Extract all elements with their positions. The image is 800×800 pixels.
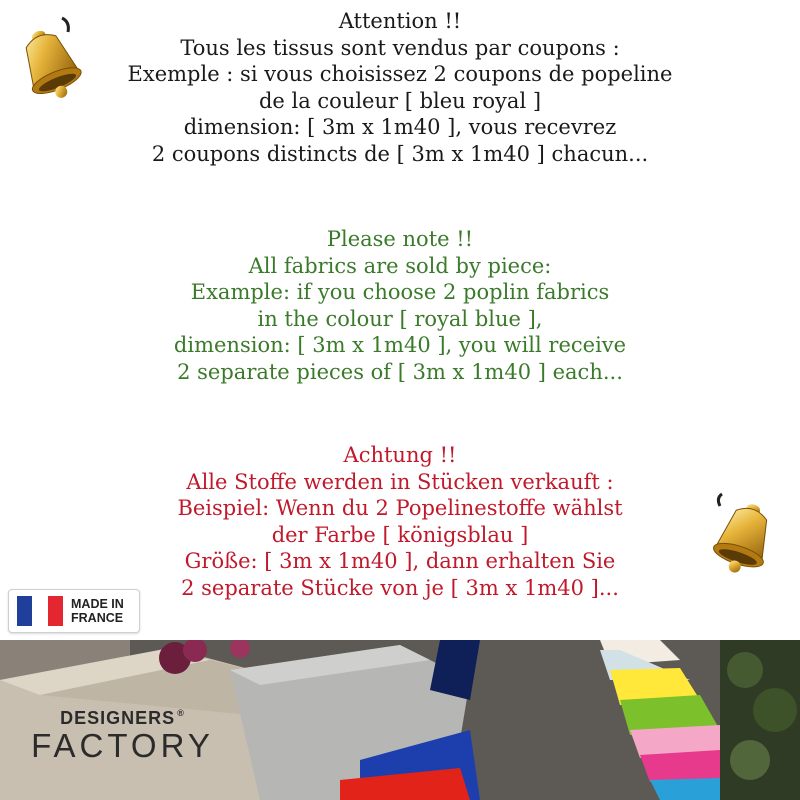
german-line: Größe: [ 3m x 1m40 ], dann erhalten Sie xyxy=(184,549,616,573)
english-notice xyxy=(0,226,800,385)
english-line: in the colour [ royal blue ], xyxy=(257,306,543,331)
english-line: All fabrics are sold by piece: xyxy=(248,253,552,278)
french-notice xyxy=(0,8,800,167)
logo-line-1: DESIGNERS xyxy=(60,708,176,728)
france-flag-icon xyxy=(17,596,63,626)
french-line: 2 coupons distincts de [ 3m x 1m40 ] chacun... xyxy=(151,141,649,166)
german-title: Achtung !! xyxy=(343,443,457,467)
german-line: 2 separate Stücke von je [ 3m x 1m40 ]... xyxy=(181,575,619,600)
english-title: Please note !! xyxy=(326,227,474,251)
german-line: der Farbe [ königsblau ] xyxy=(271,522,529,547)
english-line: dimension: [ 3m x 1m40 ], you will receive xyxy=(173,333,627,357)
french-line: Exemple : si vous choisissez 2 coupons de popeline xyxy=(127,62,673,86)
english-line: Example: if you choose 2 poplin fabrics xyxy=(190,280,610,304)
english-line: 2 separate pieces of [ 3m x 1m40 ] each... xyxy=(177,359,623,384)
german-line: Alle Stoffe werden in Stücken verkauft : xyxy=(186,469,614,494)
french-line: de la couleur [ bleu royal ] xyxy=(258,88,542,113)
registered-mark: ® xyxy=(177,708,185,718)
german-line: Beispiel: Wenn du 2 Popelinestoffe wählst xyxy=(177,496,623,520)
bell-icon xyxy=(704,488,784,584)
french-line: Tous les tissus sont vendus par coupons : xyxy=(180,35,620,60)
badge-line-2: FRANCE xyxy=(71,611,124,625)
badge-line-1: MADE IN xyxy=(71,597,124,611)
french-line: dimension: [ 3m x 1m40 ], vous recevrez xyxy=(183,115,617,139)
french-title: Attention !! xyxy=(338,9,462,33)
designers-factory-logo xyxy=(30,708,215,765)
made-in-france-badge xyxy=(8,589,140,633)
logo-line-2: FACTORY xyxy=(31,727,214,764)
bell-icon xyxy=(10,14,90,110)
german-notice xyxy=(0,442,800,601)
